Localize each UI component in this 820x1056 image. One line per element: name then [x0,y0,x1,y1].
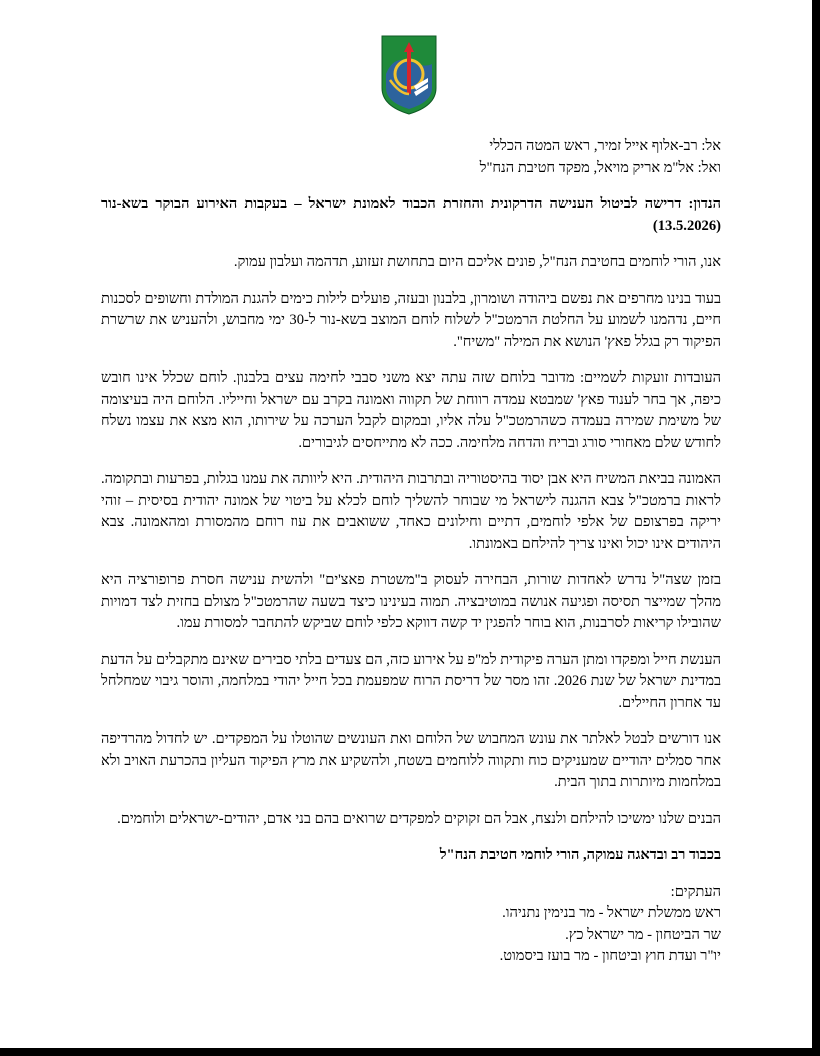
signature-line: בכבוד רב ובדאגה עמוקה, הורי לוחמי חטיבת הנח"ל [439,847,721,863]
paragraph-5: בזמן שצה"ל נדרש לאחדות שורות, הבחירה לעסוק ב"משטרת פאצ'ים" ולהשית ענישה חסרת פרופורציה היא מהלך שמייצר תסיסה ופגיעה אנושה במוטיבציה. תמוה בעינינו כיצד בשעה שהרמטכ"ל מצולם בחזית לצד דמויות שהובילו קריאות לסרבנות, הוא בוחר להפגין יד קשה דווקא כלפי לוחם שביקש להתחבר למסורת עמו. [101,572,721,631]
nahal-brigade-emblem-icon [380,34,438,116]
paragraph-1: אנו, הורי לוחמים בחטיבת הנח"ל, פונים אליכם היום בתחושת זעזוע, תדהמה ועלבון עמוק. [233,254,721,270]
paragraph-8: הבנים שלנו ימשיכו להילחם ולנצח, אבל הם זקוקים למפקדים שרואים בהם בני אדם, יהודים-ישראלים ולוחמים. [117,810,721,827]
cc-label: העתקים: [670,883,721,900]
recipient-line-2: ואל: אל"מ אריק מויאל, מפקד חטיבת הנח"ל [479,159,721,176]
letter-body [101,136,721,968]
paragraph-7: אנו דורשים לבטל לאלתר את עונש המחבוש של הלוחם ואת העונשים שהוטלו על המפקדים. יש לחדול מהרדיפה אחר סמלים יהודיים שמעניקים כוח ותקווה ללוחמים בשטח, ולהשקיע את מרץ הפיקוד העליון בהכרעת האויב ולא במלחמות מיותרות בתוך הבית. [101,731,721,790]
paragraph-3: העובדות זועקות לשמיים: מדובר בלוחם שזה עתה יצא משני סבבי לחימה עצים בלבנון. לוחם שכלל אינו חובש כיפה, אך בחר לענוד פאץ' שמבטא עמדה רווחת של תקווה ואמונה בקרב עם ישראל וחייליו. הלוחם היה בעיצומה של משימת שמירה בעמדה כשהרמטכ"ל עלה אליו, ובמקום לקבל הערכה על שירותו, הוא מצא את עצמו נשלח לחודש שלם מאחורי סורג ובריח והדחה מלחימה. ככה לא מתייחסים לגיבורים. [101,370,721,451]
cc-item: יו"ר ועדת חוץ וביטחון - מר בועז ביסמוט. [499,948,721,964]
recipient-line-1: אל: רב-אלוף אייל זמיר, ראש המטה הכללי [489,138,721,154]
subject-line: הנדון: דרישה לביטול הענישה הדרקונית והחזרת הכבוד לאמונת ישראל – בעקבות האירוע הבוקר בשא-נור (13.5.2026) [101,196,721,234]
cc-item: ראש ממשלת ישראל - מר בנימין נתניהו. [502,905,721,921]
paragraph-4: האמונה בביאת המשיח היא אבן יסוד בהיסטוריה ובתרבות היהודית. היא ליוותה את עמנו בגלות, בפרעות ובתקומה. לראות ברמטכ"ל צבא ההגנה לישראל מי שבוחר להשליך לוחם לכלא על ביטוי של אמונה יהודית בסיסית – זוהי יריקה בפרצופם של אלפי לוחמים, דתיים וחילונים כאחד, ששואבים את עוז רוחם מהמסורת ומהאמונה. צבא היהודים אינו יכול ואינו צריך להילחם באמונתו. [101,471,721,552]
paragraph-6: הענשת חייל ומפקדו ומתן הערה פיקודית למ"פ על אירוע כזה, הם צעדים בלתי סבירים שאינם מתקבלים על הדעת במדינת ישראל של שנת 2026. זהו מסר של דריסת הרוח שמפעמת בכל חייל יהודי במלחמה, והוסר גיבוי שמחלחל עד אחרון החיילים. [101,651,721,711]
cc-list [101,882,721,968]
cc-item: שר הביטחון - מר ישראל כץ. [565,926,721,943]
paragraph-2: בעוד בנינו מחרפים את נפשם ביהודה ושומרון, בלבנון ובעזה, פועלים לילות כימים להגנת המולדת וחשופים לסכנות חיים, נדהמנו לשמוע על החלטת הרמטכ"ל לשלוח לוחם המוצב בשא-נור ל-30 ימי מחבוש, ולהעניש את שרשרת הפיקוד רק בגלל פאץ' הנושא את המילה "משיח". [101,290,721,350]
